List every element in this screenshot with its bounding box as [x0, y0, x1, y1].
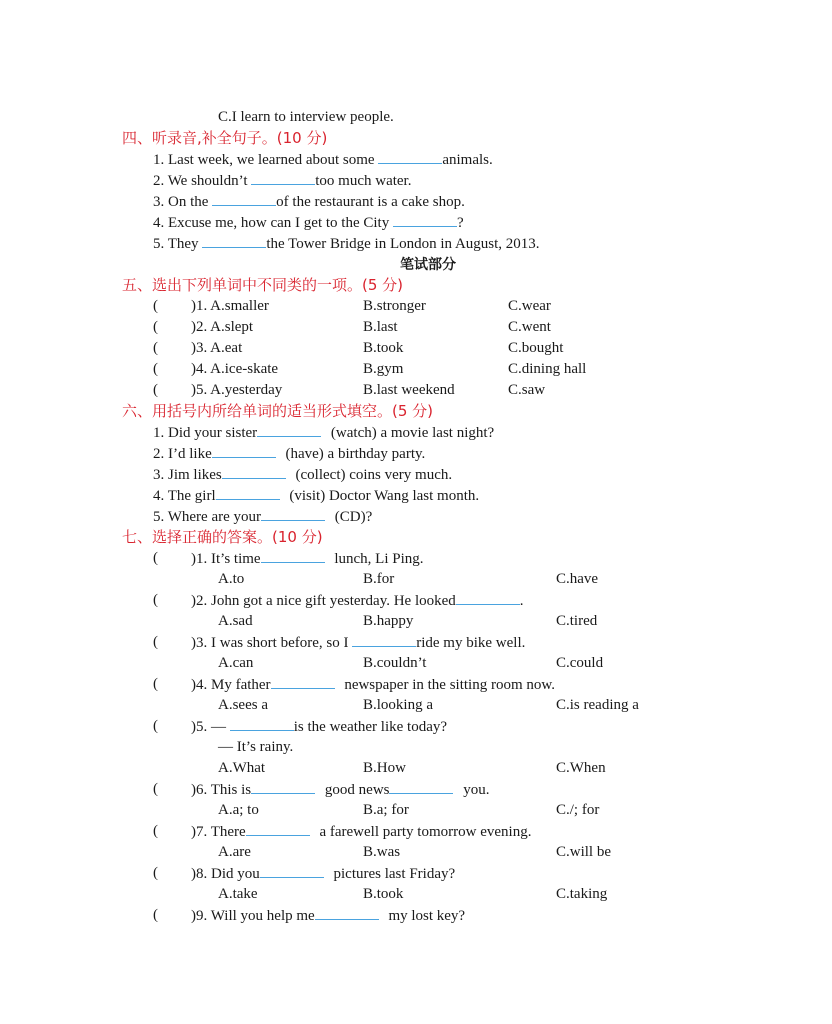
option-b: B.took — [363, 340, 404, 356]
section-5-title: 五、选出下列单词中不同类的一项。(5 分) — [122, 276, 404, 294]
option-b[interactable]: B.happy — [363, 613, 414, 629]
question-text: )2. John got a nice gift yesterday. He looked — [191, 593, 456, 609]
answer-paren[interactable]: ( — [153, 823, 158, 839]
option-b[interactable]: B.took — [363, 886, 404, 902]
section-7-title: 七、选择正确的答案。(10 分) — [122, 528, 323, 546]
answer-blank[interactable] — [389, 780, 453, 794]
answer-blank[interactable] — [222, 465, 286, 479]
answer-paren[interactable]: ( — [153, 781, 158, 797]
option-a[interactable]: A.sees a — [218, 697, 268, 713]
option-b[interactable]: B.a; for — [363, 802, 409, 818]
s6-item-text: 5. Where are your — [153, 509, 262, 525]
s4-item-text: 4. Excuse me, how can I get to the City — [153, 215, 393, 231]
question-text: )3. I was short before, so I — [191, 635, 353, 651]
s4-item-2 — [153, 171, 411, 190]
s6-item-text: 1. Did your sister — [153, 425, 258, 441]
option-line — [218, 108, 394, 126]
option-a[interactable]: A.What — [218, 760, 266, 776]
option-c[interactable]: C.taking — [556, 886, 608, 902]
answer-paren[interactable]: ( — [153, 550, 158, 566]
option-a[interactable]: A.take — [218, 886, 258, 902]
option-b[interactable]: B.How — [363, 760, 406, 776]
question-text: )1. It’s time — [191, 551, 261, 567]
s6-item-text: (watch) a movie last night? — [327, 425, 495, 441]
option-a[interactable]: A.are — [218, 844, 251, 860]
s7-question-2 — [191, 591, 524, 610]
option-b: B.stronger — [363, 298, 426, 314]
answer-blank[interactable] — [257, 423, 321, 437]
s6-item-text: 3. Jim likes — [153, 467, 222, 483]
s6-item-text: 4. The girl — [153, 488, 216, 504]
answer-blank[interactable] — [212, 192, 276, 206]
question-text: ride my bike well. — [416, 635, 526, 651]
answer-blank[interactable] — [216, 486, 280, 500]
s4-item-text: too much water. — [315, 173, 412, 189]
answer-blank[interactable] — [378, 150, 442, 164]
option-c[interactable]: C.could — [556, 655, 604, 671]
option-text: C.I learn to interview people. — [218, 109, 394, 125]
s4-item-5 — [153, 234, 540, 253]
option-c[interactable]: C./; for — [556, 802, 600, 818]
option-c[interactable]: C.tired — [556, 613, 598, 629]
dialogue-reply: — It’s rainy. — [218, 739, 294, 755]
option-b[interactable]: B.was — [363, 844, 401, 860]
question-text: . — [519, 593, 524, 609]
s7-question-7 — [191, 822, 531, 841]
s4-item-3 — [153, 192, 465, 211]
option-a: )4. A.ice-skate — [191, 361, 279, 377]
question-text: )8. Did you — [191, 866, 260, 882]
s4-item-text: 1. Last week, we learned about some — [153, 152, 379, 168]
answer-blank[interactable] — [251, 780, 315, 794]
answer-paren[interactable]: ( — [153, 865, 158, 881]
answer-paren[interactable]: ( — [153, 718, 158, 734]
answer-blank[interactable] — [246, 822, 310, 836]
option-b: B.last — [363, 319, 398, 335]
option-a[interactable]: A.a; to — [218, 802, 259, 818]
s6-item-5 — [153, 507, 372, 526]
answer-paren[interactable]: ( — [153, 907, 158, 923]
s7-question-1 — [191, 549, 424, 568]
option-c[interactable]: C.is reading a — [556, 697, 639, 713]
answer-paren[interactable]: ( — [153, 298, 158, 314]
answer-blank[interactable] — [271, 675, 335, 689]
answer-paren[interactable]: ( — [153, 676, 158, 692]
s6-item-text: (CD)? — [331, 509, 373, 525]
s7-question-4 — [191, 675, 555, 694]
option-a: )5. A.yesterday — [191, 382, 283, 398]
option-b: B.last weekend — [363, 382, 455, 398]
s6-item-1 — [153, 423, 494, 442]
option-b[interactable]: B.looking a — [363, 697, 433, 713]
answer-blank[interactable] — [212, 444, 276, 458]
question-text: )5. — — [191, 719, 230, 735]
option-a: )2. A.slept — [191, 319, 254, 335]
option-a: )1. A.smaller — [191, 298, 269, 314]
option-b[interactable]: B.couldn’t — [363, 655, 427, 671]
s6-item-text: (visit) Doctor Wang last month. — [285, 488, 480, 504]
s7-question-3 — [191, 633, 525, 652]
question-text: my lost key? — [384, 908, 466, 924]
s7-question-9 — [191, 906, 465, 925]
s4-item-text: 2. We shouldn’t — [153, 173, 252, 189]
s7-question-6 — [191, 780, 489, 799]
option-b: B.gym — [363, 361, 404, 377]
s4-item-text: the Tower Bridge in London in August, 2013. — [266, 236, 540, 252]
option-c[interactable]: C.will be — [556, 844, 611, 860]
question-text: lunch, Li Ping. — [330, 551, 424, 567]
s6-item-text: (have) a birthday party. — [281, 446, 426, 462]
answer-blank[interactable] — [456, 591, 520, 605]
answer-blank[interactable] — [260, 864, 324, 878]
option-c: C.wear — [508, 298, 551, 314]
question-text: )7. There — [191, 824, 246, 840]
section-6-title: 六、用括号内所给单词的适当形式填空。(5 分) — [122, 402, 434, 420]
question-text: good news — [321, 782, 390, 798]
s7-question-8 — [191, 864, 455, 883]
s4-item-4 — [153, 213, 464, 232]
s4-item-text: ? — [456, 215, 464, 231]
s6-item-3 — [153, 465, 452, 484]
question-text: )9. Will you help me — [191, 908, 315, 924]
answer-blank[interactable] — [393, 213, 457, 227]
section-4-title: 四、听录音,补全句子。(10 分) — [122, 129, 328, 147]
answer-paren[interactable]: ( — [153, 361, 158, 377]
question-text: )4. My father — [191, 677, 271, 693]
answer-blank[interactable] — [251, 171, 315, 185]
option-c[interactable]: C.have — [556, 571, 599, 587]
written-part-heading: 笔试部分 — [400, 257, 456, 273]
s4-item-text: 5. They — [153, 236, 203, 252]
question-text: )6. This is — [191, 782, 252, 798]
answer-paren[interactable]: ( — [153, 340, 158, 356]
option-a[interactable]: A.sad — [218, 613, 253, 629]
option-a[interactable]: A.can — [218, 655, 254, 671]
s7-question-5 — [191, 717, 447, 736]
s6-item-2 — [153, 444, 425, 463]
option-b[interactable]: B.for — [363, 571, 395, 587]
question-text: you. — [459, 782, 490, 798]
s4-item-text: 3. On the — [153, 194, 213, 210]
answer-blank[interactable] — [202, 234, 266, 248]
option-a: )3. A.eat — [191, 340, 243, 356]
question-text: pictures last Friday? — [329, 866, 456, 882]
option-c: C.went — [508, 319, 551, 335]
answer-blank[interactable] — [352, 633, 416, 647]
question-text: newspaper in the sitting room now. — [340, 677, 555, 693]
answer-paren[interactable]: ( — [153, 592, 158, 608]
answer-paren[interactable]: ( — [153, 319, 158, 335]
s6-item-text: (collect) coins very much. — [291, 467, 453, 483]
option-c: C.saw — [508, 382, 546, 398]
s6-item-text: 2. I’d like — [153, 446, 212, 462]
answer-blank[interactable] — [261, 507, 325, 521]
answer-blank[interactable] — [315, 906, 379, 920]
question-text: is the weather like today? — [293, 719, 448, 735]
answer-paren[interactable]: ( — [153, 382, 158, 398]
answer-paren[interactable]: ( — [153, 634, 158, 650]
answer-blank[interactable] — [230, 717, 294, 731]
s6-item-4 — [153, 486, 479, 505]
option-c: C.dining hall — [508, 361, 587, 377]
question-text: a farewell party tomorrow evening. — [315, 824, 532, 840]
s4-item-text: of the restaurant is a cake shop. — [276, 194, 465, 210]
s4-item-text: animals. — [442, 152, 493, 168]
s4-item-1 — [153, 150, 493, 169]
option-c: C.bought — [508, 340, 564, 356]
option-c[interactable]: C.When — [556, 760, 606, 776]
option-a[interactable]: A.to — [218, 571, 245, 587]
answer-blank[interactable] — [261, 549, 325, 563]
